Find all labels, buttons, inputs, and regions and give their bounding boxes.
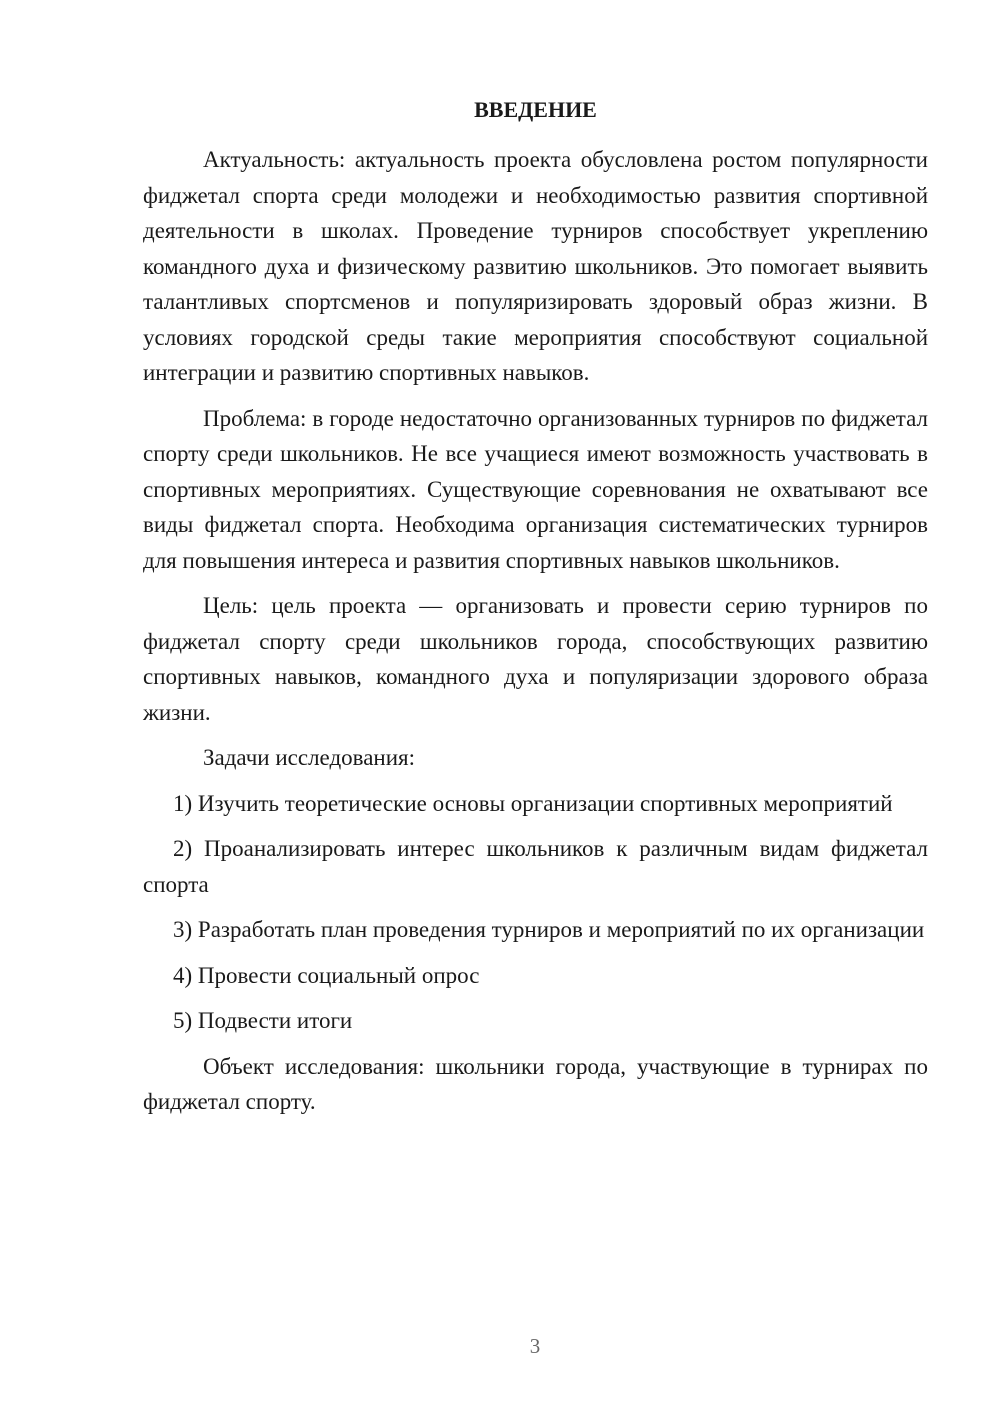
task-item-5: 5) Подвести итоги [173,1008,353,1033]
document-body [143,92,928,1130]
paragraph-tasks-intro: Задачи исследования: [203,745,416,770]
page-number: 3 [529,1334,541,1358]
paragraph-goal: Цель: цель проекта — организовать и провести серию турниров по фиджетал спорту среди школьников города, способствующих развитию спортивных навыков, командного духа и популяризации здорового образа жизни. [143,593,928,725]
paragraph-relevance: Актуальность: актуальность проекта обусловлена ростом популярности фиджетал спорта среди молодежи и необходимостью развития спортивной деятельности в школах. Проведение турниров способствует укреплению командного духа и физическому развитию школьников. Это помогает выявить талантливых спортсменов и популяризировать здоровый образ жизни. В условиях городской среды такие мероприятия способствуют социальной интеграции и развитию спортивных навыков. [143,147,928,385]
document-heading: ВВЕДЕНИЕ [474,97,597,122]
task-item-1: 1) Изучить теоретические основы организации спортивных мероприятий [173,790,893,816]
paragraph-problem: Проблема: в городе недостаточно организованных турниров по фиджетал спорту среди школьников. Не все учащиеся имеют возможность участвовать в спортивных мероприятиях. Существующие соревнования не охватывают все виды фиджетал спорта. Необходима организация систематических турниров для повышения интереса и развития спортивных навыков школьников. [143,405,928,573]
task-item-3: 3) Разработать план проведения турниров и мероприятий по их организации [173,917,925,942]
task-item-4: 4) Провести социальный опрос [173,962,480,988]
task-item-2: 2) Проанализировать интерес школьников к различным видам фиджетал спорта [143,836,928,897]
paragraph-object: Объект исследования: школьники города, участвующие в турнирах по фиджетал спорту. [143,1053,928,1114]
